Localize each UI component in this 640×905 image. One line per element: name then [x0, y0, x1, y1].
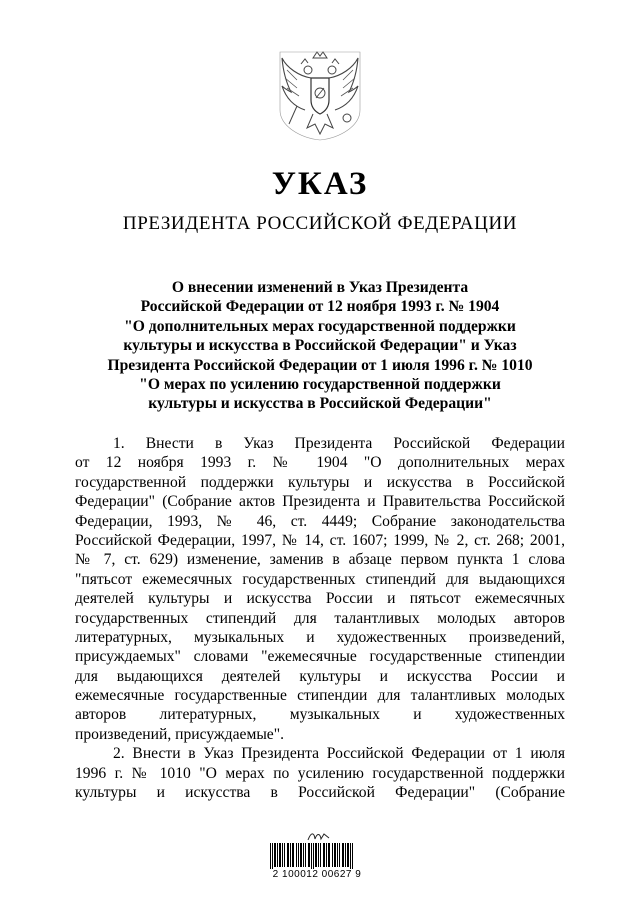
body-line: № 7, ст. 629) изменение, заменив в абзаце первом пункта 1 слова	[75, 551, 565, 569]
barcode-icon	[270, 843, 354, 869]
body-line: 1996 г. № 1010 "О мерах по усилению государственной поддержки	[75, 764, 565, 782]
body-line: деятелей культуры и искусства России и пятьсот ежемесячных	[75, 590, 565, 608]
heading-line: "О дополнительных мерах государственной поддержки	[124, 317, 516, 335]
document-title: УКАЗ	[271, 166, 369, 202]
heading-line: культуры и искусства в Российской Федерации" и Указ	[123, 337, 517, 355]
heading-line: "О мерах по усилению государственной поддержки	[139, 376, 501, 394]
body-line: Российской Федерации, 1997, № 14, ст. 1607; 1999, № 2, ст. 268; 2001,	[75, 531, 565, 549]
body-line: литературных, музыкальных и художественных произведений,	[75, 628, 565, 646]
body-line: 2. Внести в Указ Президента Российской Федерации от 1 июля	[113, 745, 565, 763]
body-line: Федерации" (Собрание актов Президента и Правительства Российской	[75, 493, 565, 511]
body-line: государственных стипендий для талантливых молодых авторов	[75, 609, 565, 627]
body-line: от 12 ноября 1993 г. № 1904 "О дополнительных мерах	[75, 454, 565, 472]
body-line: государственной поддержки культуры и искусства в Российской	[75, 473, 565, 491]
body-line: присуждаемых" словами "ежемесячные государственные стипендии	[75, 648, 565, 666]
heading-line: Российской Федерации от 12 ноября 1993 г. № 1904	[140, 298, 500, 316]
heading-line: Президента Российской Федерации от 1 июля 1996 г. № 1010	[107, 356, 533, 374]
body-line: 1. Внести в Указ Президента Российской Федерации	[113, 435, 565, 452]
barcode-number: 2 100012 00627 9	[272, 869, 362, 880]
body-line: ежемесячные государственные стипендии для талантливых молодых	[75, 687, 565, 705]
document-subtitle: ПРЕЗИДЕНТА РОССИЙСКОЙ ФЕДЕРАЦИИ	[122, 213, 518, 234]
body-line: произведений, присуждаемые".	[75, 725, 284, 743]
body-line: культуры и искусства в Российской Федерации" (Собрание	[75, 784, 565, 802]
body-line: авторов литературных, музыкальных и художественных	[75, 706, 565, 724]
body-line: для выдающихся деятелей культуры и искусства России и	[75, 667, 565, 685]
heading-line: О внесении изменений в Указ Президента	[171, 279, 469, 296]
decree-heading	[60, 278, 580, 414]
body-line: "пятьсот ежемесячных государственных стипендий для выдающихся	[75, 570, 565, 588]
body-line: Федерации, 1993, № 46, ст. 4449; Собрание законодательства	[75, 512, 565, 530]
coat-of-arms-icon	[277, 48, 363, 142]
handwritten-mark-icon	[306, 830, 332, 842]
heading-line: культуры и искусства в Российской Федерации"	[148, 395, 492, 413]
decree-body	[75, 434, 565, 802]
